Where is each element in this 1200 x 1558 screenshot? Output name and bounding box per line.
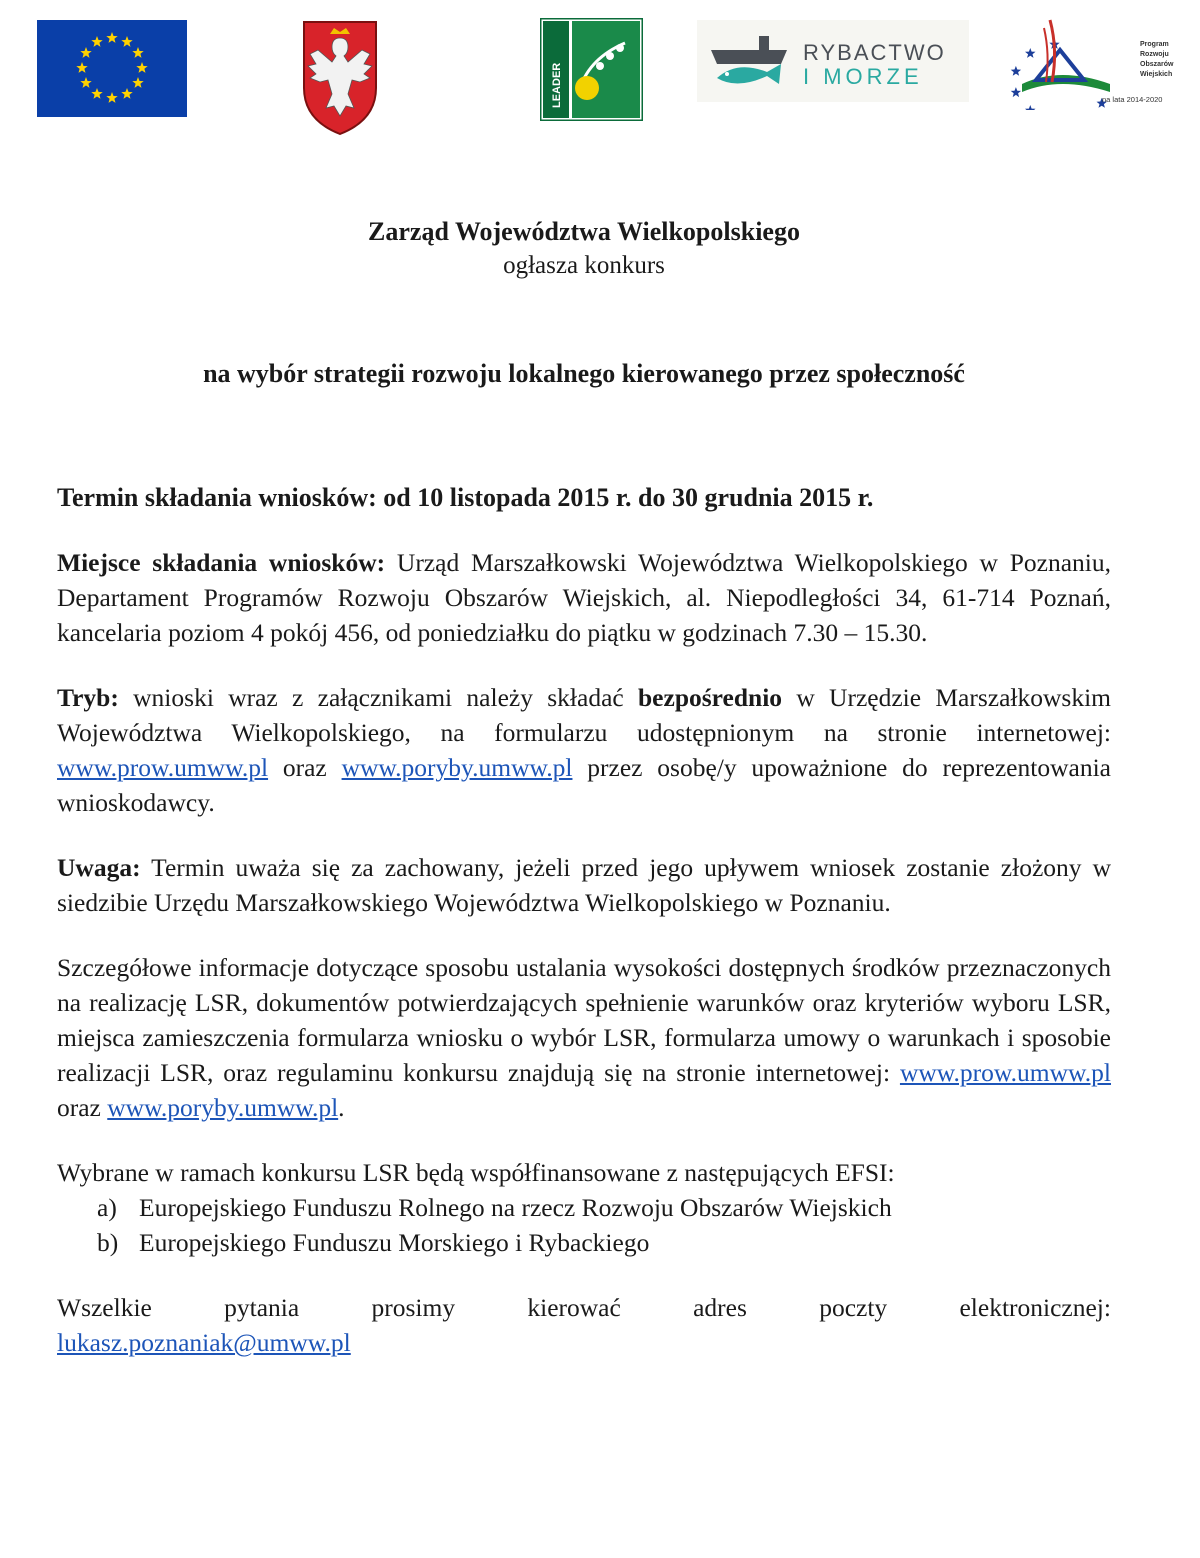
list-item — [57, 1225, 1111, 1260]
list-marker: b) — [97, 1228, 119, 1257]
funds-intro: Wybrane w ramach konkursu LSR będą współfinansowane z następujących EFSI: — [57, 1158, 895, 1187]
note-text: Termin uważa się za zachowany, jeżeli przed jego upływem wniosek zostanie złożony w siedzibie Urzędu Marszałkowskiego Województwa Wielkopolskiego w Poznaniu. — [57, 853, 1111, 917]
contest-subject: na wybór strategii rozwoju lokalnego kierowanego przez społeczność — [203, 359, 965, 388]
contact-email-line — [57, 1325, 1111, 1360]
prow-line-3: Obszarów — [1140, 61, 1174, 68]
contact-word: pytania — [224, 1293, 300, 1322]
contact-line — [57, 1290, 1111, 1325]
poryby-link[interactable]: www.poryby.umww.pl — [341, 753, 573, 782]
wielkopolska-coat-of-arms-logo — [300, 18, 380, 136]
eu-star-icon — [91, 36, 102, 47]
mode-text-3: przez osobę/y upoważnione do reprezentowania wnioskodawcy. — [57, 753, 1111, 817]
eu-star-icon — [106, 92, 117, 103]
prow-star-icon — [1025, 105, 1036, 110]
contact-email-link[interactable]: lukasz.poznaniak@umww.pl — [57, 1328, 351, 1357]
eu-star-icon — [136, 62, 147, 73]
place-paragraph — [57, 545, 1111, 650]
announcement — [57, 215, 1111, 1360]
logo-bar — [0, 0, 1200, 150]
prow-star-icon — [1011, 87, 1021, 97]
eu-star-icon — [91, 88, 102, 99]
leader-text: LEADER — [551, 62, 563, 108]
eu-star-icon — [121, 88, 132, 99]
details-end: . — [338, 1093, 345, 1122]
prow-star-icon — [1025, 48, 1036, 58]
place-text: Urząd Marszałkowski Województwa Wielkopolskiego w Poznaniu, Departament Programów Rozwoju Obszarów Wiejskich, al. Niepodległości 34, 61-714 Poznań, kancelaria poziom 4 pokój 456, od poniedziałku do piątku w godzinach 7.30 – 15.30. — [57, 548, 1112, 647]
mode-bold: bezpośrednio — [638, 683, 783, 712]
list-item — [57, 1190, 1111, 1225]
prow-2014-2020-logo — [1000, 10, 1190, 110]
eu-star-icon — [80, 47, 91, 58]
prow-link[interactable]: www.prow.umww.pl — [57, 753, 269, 782]
list-marker: a) — [97, 1193, 117, 1222]
prow-star-icon — [1011, 66, 1021, 76]
details-prow-link[interactable]: www.prow.umww.pl — [899, 1058, 1111, 1087]
morze-text: I MORZE — [803, 64, 923, 89]
prow-line-4: Wiejskich — [1140, 71, 1173, 78]
contact-word: kierować — [527, 1293, 621, 1322]
announces-text: ogłasza konkurs — [503, 252, 665, 279]
details-and: oraz — [57, 1093, 108, 1122]
contact-word: elektronicznej: — [959, 1293, 1111, 1322]
svg-text:Program Rozwoju — [1140, 41, 1175, 78]
funds-list — [57, 1190, 1111, 1260]
details-paragraph — [57, 950, 1111, 1125]
deadline-label: Termin składania wniosków — [57, 483, 369, 512]
eu-star-icon — [132, 77, 143, 88]
details-poryby-link[interactable]: www.poryby.umww.pl — [107, 1093, 339, 1122]
eu-star-icon — [132, 47, 143, 58]
eu-flag-logo — [37, 20, 187, 117]
deadline-value: : od 10 listopada 2015 r. do 30 grudnia 2015 r. — [368, 483, 874, 512]
contact-word: adres — [693, 1293, 747, 1322]
contact-word: Wszelkie — [57, 1293, 152, 1322]
list-item-text: Europejskiego Funduszu Rolnego na rzecz Rozwoju Obszarów Wiejskich — [139, 1193, 892, 1222]
mode-label: Tryb: — [57, 683, 119, 712]
contact-word: poczty — [819, 1293, 888, 1322]
contact-word: prosimy — [371, 1293, 456, 1322]
note-label: Uwaga: — [57, 853, 141, 882]
prow-line-1: Program — [1140, 41, 1169, 48]
mode-and: oraz — [268, 753, 342, 782]
deadline-paragraph — [57, 481, 1111, 515]
rybactwo-text: RYBACTWO — [803, 40, 946, 65]
mode-paragraph — [57, 680, 1111, 820]
prow-years: na lata 2014-2020 — [1102, 95, 1163, 104]
rybactwo-i-morze-logo — [697, 20, 969, 102]
note-paragraph — [57, 850, 1111, 920]
eu-star-icon — [106, 32, 117, 43]
organization-title: Zarząd Województwa Wielkopolskiego — [368, 217, 800, 246]
list-item-text: Europejskiego Funduszu Morskiego i Rybackiego — [139, 1228, 650, 1257]
prow-line-2: Rozwoju — [1140, 51, 1169, 58]
eu-star-icon — [80, 77, 91, 88]
details-text: Szczegółowe informacje dotyczące sposobu ustalania wysokości dostępnych środków przeznaczonych na realizację LSR, dokumentów potwierdzających spełnienie warunków oraz kryteriów wyboru LSR, miejsca zamieszczenia formularza wniosku o wybór LSR, formularza umowy o warunkach i sposobie realizacji LSR, oraz regulaminu konkursu znajdują się na stronie internetowej: — [57, 953, 1111, 1087]
mode-text-1: wnioski wraz z załącznikami należy składać — [118, 683, 638, 712]
place-label: Miejsce składania wniosków: — [57, 548, 386, 577]
leader-logo — [540, 18, 643, 121]
mode-text-2: w Urzędzie Marszałkowskim Województwa Wielkopolskiego, na formularzu udostępnionym na stronie internetowej: — [57, 683, 1111, 747]
eu-star-icon — [76, 62, 87, 73]
eu-star-icon — [121, 36, 132, 47]
